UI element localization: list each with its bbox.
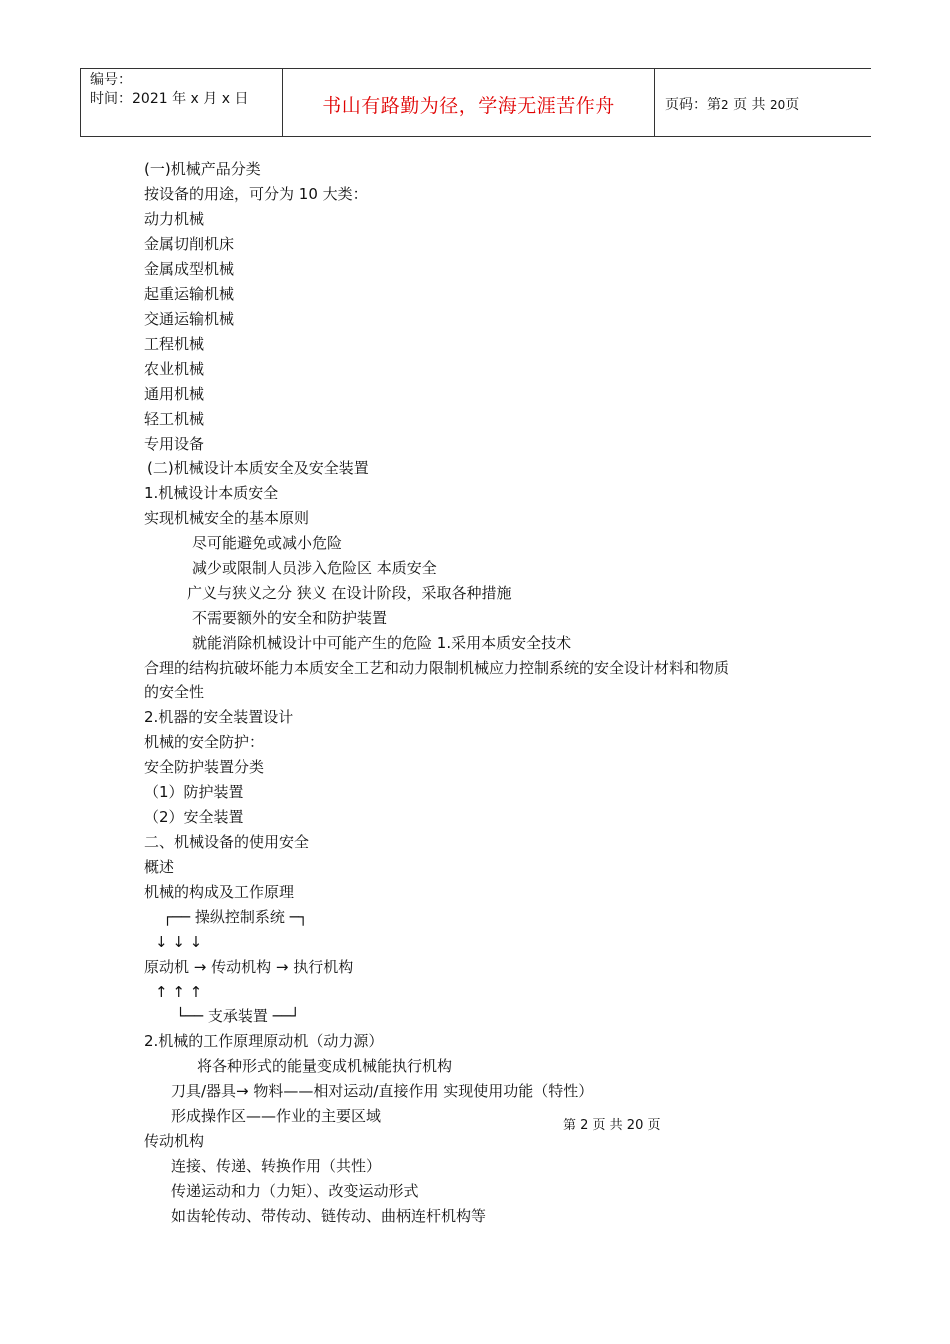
serial-label: 编号： <box>90 72 132 88</box>
text-line: 交通运输机械 <box>144 310 235 328</box>
text-line: 不需要额外的安全和防护装置 <box>192 609 388 627</box>
text-line: 1.机械设计本质安全 <box>144 484 279 502</box>
diagram-control-line: ┌── 操纵控制系统 ─┐ <box>163 908 308 926</box>
text-line: 实现机械安全的基本原则 <box>144 509 310 527</box>
text-line: 农业机械 <box>144 360 205 378</box>
diagram-up-arrows: ↑ ↑ ↑ <box>155 983 203 1001</box>
text-line: 合理的结构抗破坏能力本质安全工艺和动力限制机械应力控制系统的安全设计材料和物质 <box>144 659 730 677</box>
header-table <box>80 68 871 137</box>
page-suffix: 页 <box>785 97 800 113</box>
text-line: 专用设备 <box>144 435 205 453</box>
diagram-support-line: └── 支承装置 ──┘ <box>176 1007 300 1025</box>
text-line: 广义与狭义之分 狭义 在设计阶段，采取各种措施 <box>187 584 512 602</box>
text-line: (二)机械设计本质安全及安全装置 <box>147 459 369 477</box>
text-line: 减少或限制人员涉入危险区 本质安全 <box>192 559 437 577</box>
text-line: 概述 <box>144 858 175 876</box>
text-line: 将各种形式的能量变成机械能执行机构 <box>197 1057 453 1075</box>
page-mid: 页 共 <box>733 97 766 113</box>
text-line: 起重运输机械 <box>144 285 235 303</box>
text-line: 如齿轮传动、带传动、链传动、曲柄连杆机构等 <box>171 1207 487 1225</box>
text-line: (一)机械产品分类 <box>144 160 261 178</box>
page-footer: 第 2 页 共 20 页 <box>563 1118 661 1133</box>
page-number: 2 <box>721 98 729 112</box>
text-line: 二、机械设备的使用安全 <box>144 833 310 851</box>
text-line: 金属成型机械 <box>144 260 235 278</box>
text-line: 的安全性 <box>144 683 205 701</box>
text-line: 安全防护装置分类 <box>144 758 265 776</box>
text-line: 按设备的用途，可分为 10 大类： <box>144 185 368 203</box>
text-line: 尽可能避免或减小危险 <box>192 534 343 552</box>
text-line: 2.机器的安全装置设计 <box>144 708 294 726</box>
text-line: （2）安全装置 <box>144 808 244 826</box>
text-line: 就能消除机械设计中可能产生的危险 1.采用本质安全技术 <box>192 634 572 652</box>
text-line: 金属切削机床 <box>144 235 235 253</box>
text-line: 刀具/器具→ 物料——相对运动/直接作用 实现使用功能（特性） <box>171 1082 594 1100</box>
text-line: 通用机械 <box>144 385 205 403</box>
diagram-flow-line: 原动机 → 传动机构 → 执行机构 <box>144 958 354 976</box>
text-line: 轻工机械 <box>144 410 205 428</box>
text-line: 机械的安全防护： <box>144 733 265 751</box>
text-line: （1）防护装置 <box>144 783 244 801</box>
header-motto-cell <box>283 69 655 136</box>
text-line: 连接、传递、转换作用（共性） <box>171 1157 382 1175</box>
text-line: 传动机构 <box>144 1132 205 1150</box>
text-line: 机械的构成及工作原理 <box>144 883 295 901</box>
diagram-down-arrows: ↓ ↓ ↓ <box>155 933 203 951</box>
time-label: 时间：2021 年 x 月 x 日 <box>90 91 249 107</box>
text-line: 传递运动和力（力矩）、改变运动形式 <box>171 1182 419 1200</box>
page-indicator <box>665 94 799 114</box>
text-line: 2.机械的工作原理原动机（动力源） <box>144 1032 384 1050</box>
motto: 书山有路勤为径，学海无涯苦作舟 <box>322 95 615 117</box>
text-line: 工程机械 <box>144 335 205 353</box>
text-line: 动力机械 <box>144 210 205 228</box>
page-total: 20 <box>770 98 786 112</box>
text-line: 形成操作区——作业的主要区域 <box>171 1107 382 1125</box>
header-info-cell <box>81 69 283 136</box>
header-page-cell <box>655 69 871 136</box>
page-prefix: 页码：第 <box>665 97 721 113</box>
